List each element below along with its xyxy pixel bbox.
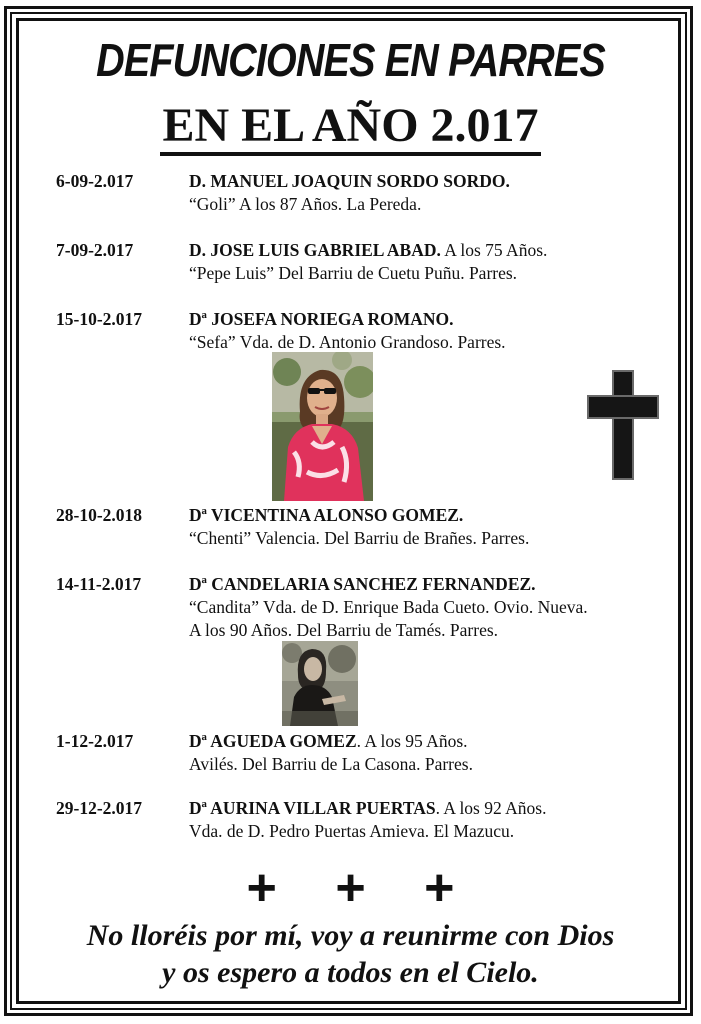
- portrait-photo-2-image: [282, 641, 358, 726]
- entry-name: Dª AGUEDA GOMEZ: [189, 731, 357, 751]
- entry-date: 6-09-2.017: [56, 171, 134, 191]
- entry-detail: “Pepe Luis” Del Barriu de Cuetu Puñu. Parres.: [189, 263, 518, 283]
- entry-name-suffix: A los 75 Años.: [440, 240, 548, 260]
- entry-name-suffix: . A los 92 Años.: [435, 798, 547, 818]
- entry-name-line: [189, 797, 546, 820]
- entry-name-line: [189, 239, 547, 262]
- entry-date: 14-11-2.017: [56, 574, 142, 594]
- portrait-photo-1: [272, 352, 373, 501]
- entry-date: 28-10-2.018: [56, 505, 143, 525]
- entry-detail: “Goli” A los 87 Años. La Pereda.: [189, 194, 422, 214]
- farewell-line-1: No lloréis por mí, voy a reunirme con Dios: [86, 919, 615, 952]
- entry-name-line: [189, 573, 536, 596]
- portrait-photo-2: [282, 641, 358, 726]
- page-subtitle: [0, 98, 701, 154]
- entry-name: Dª VICENTINA ALONSO GOMEZ.: [189, 505, 464, 525]
- entry-name-line: [189, 730, 468, 753]
- entry-detail: “Sefa” Vda. de D. Antonio Grandoso. Parres.: [189, 332, 506, 352]
- entry-name: Dª AURINA VILLAR PUERTAS: [189, 798, 436, 818]
- subtitle-text: EN EL AÑO 2.017: [160, 99, 540, 156]
- farewell-line-2: y os espero a todos en el Cielo.: [162, 956, 539, 989]
- entry-name-line: [189, 170, 510, 193]
- entry-detail: “Chenti” Valencia. Del Barriu de Brañes. Parres.: [189, 528, 530, 548]
- entry-name: Dª CANDELARIA SANCHEZ FERNANDEZ.: [189, 574, 536, 594]
- entry-detail: Vda. de D. Pedro Puertas Amieva. El Mazucu.: [189, 821, 515, 841]
- page-title: DEFUNCIONES EN PARRES: [96, 34, 605, 86]
- entry-name-line: [189, 308, 454, 331]
- three-crosses: + + +: [246, 859, 477, 917]
- entry-date: 15-10-2.017: [56, 309, 143, 329]
- entry-date: 7-09-2.017: [56, 240, 134, 260]
- entry-date: 1-12-2.017: [56, 731, 134, 751]
- entry-name-suffix: . A los 95 Años.: [356, 731, 468, 751]
- portrait-photo-1-image: [272, 352, 373, 501]
- entry-name-line: [189, 504, 463, 527]
- entry-name: Dª JOSEFA NORIEGA ROMANO.: [189, 309, 454, 329]
- entry-detail: “Candita” Vda. de D. Enrique Bada Cueto. Ovio. Nueva.: [189, 597, 588, 617]
- entry-detail: A los 90 Años. Del Barriu de Tamés. Parres.: [189, 620, 499, 640]
- entry-date: 29-12-2.017: [56, 798, 143, 818]
- entry-detail: Avilés. Del Barriu de La Casona. Parres.: [189, 754, 473, 774]
- entry-name: D. JOSE LUIS GABRIEL ABAD.: [189, 240, 441, 260]
- cross-shape: [587, 368, 659, 482]
- entry-name: D. MANUEL JOAQUIN SORDO SORDO.: [189, 171, 510, 191]
- latin-cross-icon: [587, 368, 659, 482]
